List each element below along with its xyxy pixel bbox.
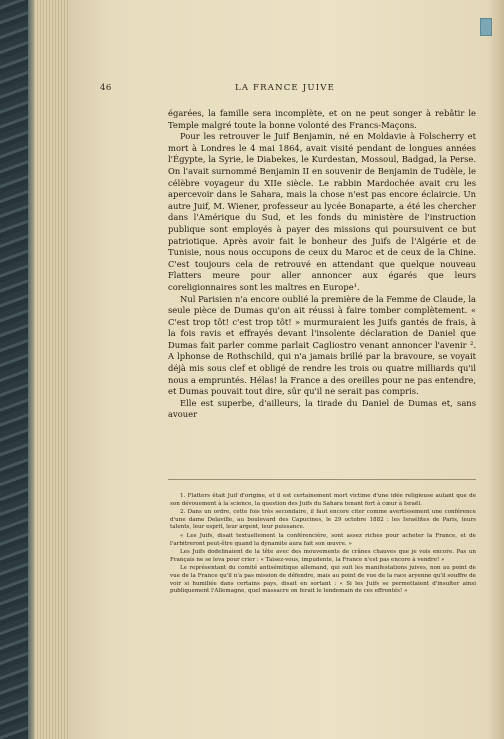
footnote-2-quote: « Les Juifs, disait textuellement la conférencière, sont assez riches pour acheter la France, et de l'arbitreront peut-être quand la dynamite aura fait son œuvre. » [170, 532, 476, 547]
body-text [168, 108, 476, 421]
book-binding [0, 0, 34, 739]
paragraph-continued: égarées, la famille sera incomplète, et on ne peut songer à rebâtir le Temple malgré toute la bonne volonté des Francs-Maçons. [168, 108, 476, 130]
footnote-2-reaction: Les Juifs dodelinaient de la tête avec des mouvements de crânes chauves que je vois encore. Pas un Français ne se leva pour crier : « Taisez-vous, impudente, la France n'est pas encore à vendre! » [170, 549, 476, 563]
footnotes [170, 493, 476, 597]
page-tab-marker [480, 18, 492, 36]
running-head [100, 83, 470, 97]
running-title: LA FRANCE JUIVE [234, 83, 336, 93]
footnote-1: 1. Flatters était Juif d'origine, et il est certainement mort victime d'une idée religieuse autant que de son dévouement à la science, la question des Juifs du Sahara tenant fort à cœur à Israël. [170, 493, 476, 507]
paragraph-benjamin: Pour les retrouver le Juif Benjamin, né en Moldavie à Folscherry et mort à Londres le 4 mai 1864, avait visité pendant de longues années l'Égypte, la Syrie, le Diabekes, le Kurdestan, Mossoul, Badgad, la Perse. On l'avait surnommé Benjamin II en souvenir de Benjamin de Tudèle, le célèbre voyageur du XIIe siècle. Le rabbin Mardochée avait cru les apercevoir dans le Sahara, mais la chose n'est pas encore éclaircie. Un autre Juif, M. Wiener, professeur au lycée Bonaparte, a été les chercher dans l'Amérique du Sud, et les fonds du ministère de l'instruction publique sont employés à payer des missions qui poursuivent ce but patriotique. Après avoir fait le bonheur des Juifs de l'Algérie et de Tunisie, nous nous occupons de ceux du Maroc et de ceux de la Chine. C'est toujours cela de retrouvé en attendant que quelque nouveau Flatters meure pour aller annoncer aux égarés que leurs coreligionnaires sont les maîtres en Europe¹. [168, 131, 476, 292]
page-number: 46 [100, 83, 112, 93]
paragraph-tirade: Elle est superbe, d'ailleurs, la tirade du Daniel de Dumas et, sans avouer [168, 397, 476, 420]
footnote-2-comment: Le représentant du comité antisémitique allemand, qui suit les manifestations juives, non au point de vue de la France qu'il n'a pas mission de défendre, mais au point de vue de la race aryenne qu'il souffre de voir si humiliée dans certains pays, disait en sortant : « Si les Juifs se permettaient d'insulter ainsi publiquement l'Allemagne, quel massacre on ferait le lendemain de ces effrontés! » [170, 565, 476, 595]
footnote-rule [168, 479, 476, 480]
paragraph-femme-de-claude: Nul Parisien n'a encore oublié la première de la Femme de Claude, la seule pièce de Dumas qu'on ait réussi à faire tomber complètement. « C'est trop tôt! c'est trop tôt! » murmuraient les Juifs gantés de frais, à la fois ravis et effrayés devant l'insolente déclaration de Daniel que Dumas fait parler comme parlait Cagliostro venant annoncer l'avenir ². A lphonse de Rothschild, qui n'a jamais brillé par la bravoure, se voyait déjà mis sous clef et obligé de rendre les trois ou quatre milliards qu'il nous a empruntés. Hélas! la France a des oreilles pour ne pas entendre, et Dumas pouvait tout dire, sûr qu'il ne serait pas compris. [168, 293, 476, 397]
footnote-2: 2. Dans un ordre, cette fois très secondaire, il faut encore citer comme avertissement une conférence d'une dame Delaville, au boulevard des Capucines, le 29 octobre 1882 : les Israélites de Paris, leurs talents, leur esprit, leur argent, leur puissance. [170, 509, 476, 531]
